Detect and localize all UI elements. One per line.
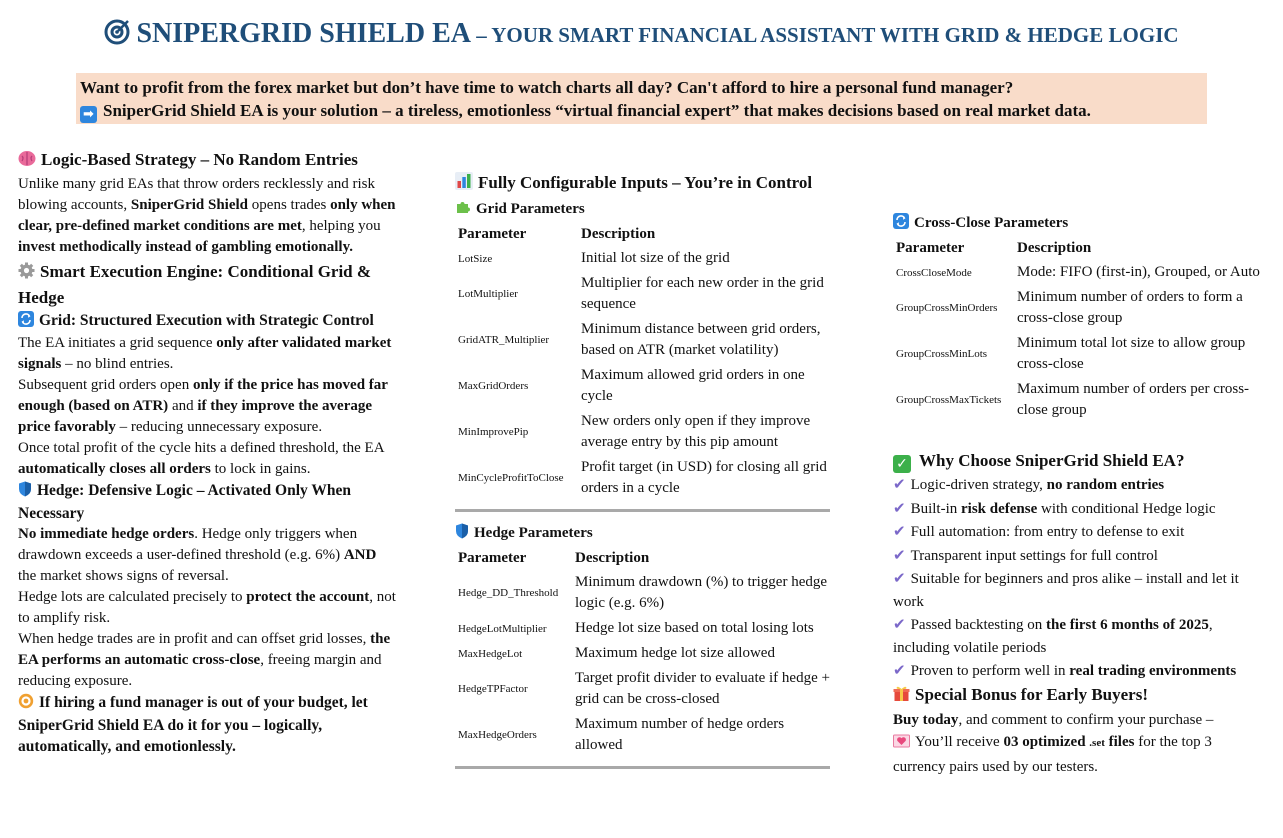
checkmark-icon: ✔ xyxy=(893,545,906,564)
why-list-item: ✔ Proven to perform well in real trading environments xyxy=(893,659,1265,683)
param-name: GroupCrossMinLots xyxy=(896,348,988,360)
closing-statement-text: If hiring a fund manager is out of your budget, let SniperGrid Shield EA do it for you – logically, automatically, and emotionlessly. xyxy=(18,694,368,755)
why-list xyxy=(893,473,1265,683)
gear-icon xyxy=(18,262,35,286)
param-name: MaxGridOrders xyxy=(458,380,529,392)
brain-icon xyxy=(18,150,36,174)
param-name: CrossCloseMode xyxy=(896,266,972,279)
shield-icon xyxy=(455,523,469,546)
param-description: Target profit divider to evaluate if hedge + grid can be cross-closed xyxy=(575,670,830,707)
param-col-header: Parameter xyxy=(458,550,527,566)
param-description: Minimum distance between grid orders, based on ATR (market volatility) xyxy=(581,321,821,358)
param-description: Profit target (in USD) for closing all grid orders in a cycle xyxy=(581,459,827,496)
desc-col-header: Description xyxy=(1017,240,1092,256)
grid-subheading xyxy=(18,310,398,333)
checkmark-icon: ✔ xyxy=(893,475,906,493)
grid-params-title xyxy=(455,198,830,222)
closing-statement xyxy=(18,692,398,757)
checkmark-icon: ✔ xyxy=(893,498,906,517)
cross-param-row xyxy=(893,260,1265,285)
desc-col-header: Description xyxy=(581,226,656,242)
strategy-column xyxy=(18,148,398,757)
why-list-item: ✔ Full automation: from entry to defense to exit xyxy=(893,520,1265,544)
param-name: HedgeTPFactor xyxy=(458,683,528,695)
hedge-params-title-text: Hedge Parameters xyxy=(474,525,593,541)
param-name: MaxHedgeOrders xyxy=(458,729,537,741)
why-list-item: ✔ Logic-driven strategy, no random entries xyxy=(893,473,1265,497)
hedge-param-row xyxy=(455,666,830,712)
grid-param-row xyxy=(455,317,830,363)
title-main: SNIPERGRID SHIELD EA xyxy=(136,18,471,49)
right-column xyxy=(893,212,1265,778)
param-description: Multiplier for each new order in the grid sequence xyxy=(581,275,824,312)
check-box-icon: ✓ xyxy=(893,455,911,473)
param-name: HedgeLotMultiplier xyxy=(458,622,547,635)
param-description: Maximum hedge lot size allowed xyxy=(575,645,775,661)
checkmark-icon: ✔ xyxy=(893,661,906,679)
param-description: Minimum drawdown (%) to trigger hedge logic (e.g. 6%) xyxy=(575,574,828,611)
bonus-line-2: You’ll receive 03 optimized .set files for the top 3 currency pairs used by our testers. xyxy=(893,734,1212,775)
cross-param-row xyxy=(893,285,1265,331)
cross-params-title-text: Cross-Close Parameters xyxy=(914,215,1069,231)
hedge-paragraph-2: Hedge lots are calculated precisely to protect the account, not to amplify risk. xyxy=(18,589,396,626)
param-name: LotMultiplier xyxy=(458,288,518,300)
logic-heading-text: Logic-Based Strategy – No Random Entries xyxy=(41,150,358,169)
hedge-param-row xyxy=(455,570,830,616)
hedge-params-table xyxy=(455,546,830,758)
bonus-line-1: Buy today, and comment to confirm your purchase – xyxy=(893,711,1214,728)
cross-param-row xyxy=(893,331,1265,377)
logic-body: Unlike many grid EAs that throw orders recklessly and risk blowing accounts, SniperGrid Shield opens trades only when clear, pre-defined market conditions are met, helping you invest methodically instead of gambling emotionally. xyxy=(18,176,396,255)
hedge-paragraph-3: When hedge trades are in profit and can offset grid losses, the EA performs an automatic cross-close, freeing margin and reducing exposure. xyxy=(18,631,391,689)
banner-line-1: Want to profit from the forex market but don’t have time to watch charts all day? Can't afford to hire a personal fund manager? xyxy=(80,78,1014,97)
grid-param-row xyxy=(455,363,830,409)
grid-subheading-text: Grid: Structured Execution with Strategic Control xyxy=(39,312,374,329)
why-list-item: ✔ Transparent input settings for full control xyxy=(893,544,1265,568)
heart-letter-icon xyxy=(893,733,910,756)
why-list-item: ✔ Passed backtesting on the first 6 months of 2025, including volatile periods xyxy=(893,615,1213,656)
param-name: GroupCrossMaxTickets xyxy=(896,394,1002,406)
divider xyxy=(455,766,830,769)
banner-line-2 xyxy=(80,99,1203,123)
hedge-param-row xyxy=(455,641,830,666)
param-description: Maximum number of orders per cross-close group xyxy=(1017,381,1250,418)
param-name: MaxHedgeLot xyxy=(458,647,523,660)
target-small-icon xyxy=(18,693,34,715)
grid-param-row xyxy=(455,271,830,317)
hedge-subheading-text: Hedge: Defensive Logic – Activated Only When Necessary xyxy=(18,482,351,522)
config-heading-text: Fully Configurable Inputs – You’re in Control xyxy=(478,173,813,192)
checkmark-icon: ✔ xyxy=(893,522,906,540)
title-sub: – YOUR SMART FINANCIAL ASSISTANT WITH GRID & HEDGE LOGIC xyxy=(470,23,1179,47)
cross-params-title xyxy=(893,212,1265,236)
why-heading xyxy=(893,449,1265,473)
param-name: GridATR_Multiplier xyxy=(458,334,550,346)
arrow-right-icon: ➡ xyxy=(80,106,97,123)
param-description: Hedge lot size based on total losing lots xyxy=(575,620,814,636)
desc-col-header: Description xyxy=(575,550,650,566)
why-heading-text: Why Choose SniperGrid Shield EA? xyxy=(919,451,1185,470)
param-name: Hedge_DD_Threshold xyxy=(458,587,559,599)
param-description: New orders only open if they improve average entry by this pip amount xyxy=(581,413,811,450)
grid-paragraph-1: The EA initiates a grid sequence only after validated market signals – no blind entries. xyxy=(18,335,392,372)
hedge-subheading xyxy=(18,480,398,524)
grid-params-title-text: Grid Parameters xyxy=(476,201,585,217)
param-description: Mode: FIFO (first-in), Grouped, or Auto xyxy=(1017,264,1260,280)
param-description: Minimum total lot size to allow group cross-close xyxy=(1017,335,1246,372)
checkmark-icon: ✔ xyxy=(893,615,906,633)
param-name: MinCycleProfitToClose xyxy=(458,472,564,484)
bonus-heading xyxy=(893,683,1265,709)
target-icon xyxy=(104,19,130,50)
grid-param-row xyxy=(455,455,830,501)
logic-heading xyxy=(18,148,398,174)
param-description: Maximum number of hedge orders allowed xyxy=(575,716,785,753)
repeat-icon xyxy=(893,213,909,236)
hedge-params-title xyxy=(455,522,830,546)
param-description: Minimum number of orders to form a cross-close group xyxy=(1017,289,1243,326)
config-column xyxy=(455,170,830,779)
grid-params-table xyxy=(455,222,830,501)
hedge-paragraph-1: No immediate hedge orders. Hedge only triggers when drawdown exceeds a user-defined threshold (e.g. 6%) AND the market shows signs of reversal. xyxy=(18,526,377,584)
engine-heading xyxy=(18,260,398,310)
cross-params-table xyxy=(893,236,1265,423)
param-description: Maximum allowed grid orders in one cycle xyxy=(581,367,805,404)
config-heading xyxy=(455,170,830,198)
repeat-icon xyxy=(18,311,34,333)
page-title xyxy=(0,18,1283,50)
checkmark-icon: ✔ xyxy=(893,569,906,587)
why-list-item: ✔ Built-in risk defense with conditional Hedge logic xyxy=(893,497,1265,521)
param-name: MinImprovePip xyxy=(458,426,529,438)
gift-icon xyxy=(893,685,910,709)
param-col-header: Parameter xyxy=(896,240,965,256)
bar-chart-icon xyxy=(455,172,473,198)
grid-param-row xyxy=(455,246,830,271)
why-list-item: ✔ Suitable for beginners and pros alike – install and let it work xyxy=(893,569,1239,610)
bonus-heading-text: Special Bonus for Early Buyers! xyxy=(915,684,1148,704)
cross-param-row xyxy=(893,377,1265,423)
param-col-header: Parameter xyxy=(458,226,527,242)
hedge-param-row xyxy=(455,616,830,641)
hedge-param-row xyxy=(455,712,830,758)
param-name: GroupCrossMinOrders xyxy=(896,302,998,314)
puzzle-icon xyxy=(455,199,471,222)
banner-line-2-text: SniperGrid Shield EA is your solution – a tireless, emotionless “virtual financial expert” that makes decisions based on real market data. xyxy=(103,101,1091,120)
param-name: LotSize xyxy=(458,252,493,265)
param-description: Initial lot size of the grid xyxy=(581,250,730,266)
divider xyxy=(455,509,830,512)
grid-param-row xyxy=(455,409,830,455)
intro-banner xyxy=(76,73,1207,124)
engine-heading-text: Smart Execution Engine: Conditional Grid & Hedge xyxy=(18,262,372,307)
grid-paragraph-3: Once total profit of the cycle hits a defined threshold, the EA automatically closes all orders to lock in gains. xyxy=(18,440,384,477)
grid-paragraph-2: Subsequent grid orders open only if the price has moved far enough (based on ATR) and if they improve the average price favorably – reducing unnecessary exposure. xyxy=(18,377,388,435)
shield-icon xyxy=(18,481,32,503)
